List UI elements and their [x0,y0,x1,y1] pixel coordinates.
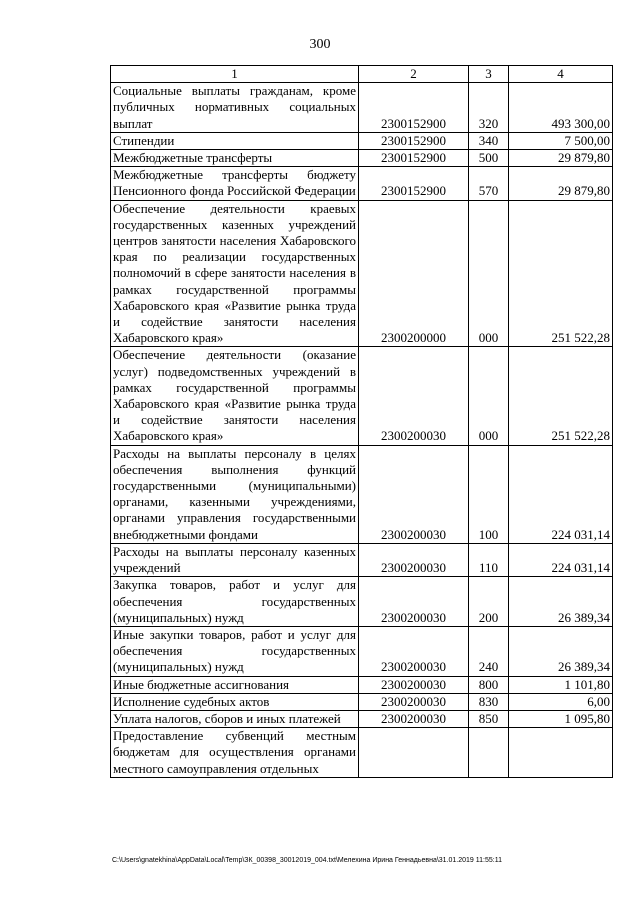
table-row [111,132,613,149]
row-amount: 493 300,00 [509,83,613,133]
row-type: 200 [469,577,509,627]
row-amount: 6,00 [509,693,613,710]
row-amount: 1 095,80 [509,710,613,727]
header-col-3: 3 [469,66,509,83]
row-amount: 251 522,28 [509,200,613,347]
row-code: 2300200030 [359,347,469,445]
table-body [111,66,613,778]
row-name: Социальные выплаты гражданам, кроме публичных нормативных социальных выплат [111,83,359,133]
row-name: Закупка товаров, работ и услуг для обеспечения государственных (муниципальных) нужд [111,577,359,627]
row-type: 100 [469,445,509,543]
row-code [359,728,469,778]
footer-file-path: C:\Users\gnatekhina\AppData\Local\Temp\ЗК_00398_30012019_004.txt\Мелехина Ирина Геннадьевна\31.01.2019 11:55:11 [112,857,502,864]
row-name: Исполнение судебных актов [111,693,359,710]
row-type: 240 [469,626,509,676]
table-row [111,543,613,576]
page-number: 300 [309,37,331,52]
row-amount: 224 031,14 [509,445,613,543]
row-name: Обеспечение деятельности (оказание услуг) подведомственных учреждений в рамках государственной программы Хабаровского края «Развитие рынка труда и содействие занятости населения Хабаровского края» [111,347,359,445]
row-name: Расходы на выплаты персоналу казенных учреждений [111,543,359,576]
table-row [111,728,613,778]
row-amount: 26 389,34 [509,577,613,627]
table-row [111,445,613,543]
row-code: 2300152900 [359,167,469,200]
row-code: 2300152900 [359,132,469,149]
row-type: 000 [469,200,509,347]
row-name: Предоставление субвенций местным бюджетам для осуществления органами местного самоуправления отдельных [111,728,359,778]
row-code: 2300200030 [359,626,469,676]
row-type: 800 [469,676,509,693]
row-code: 2300200030 [359,693,469,710]
row-name: Стипендии [111,132,359,149]
table-row [111,200,613,347]
row-type: 000 [469,347,509,445]
row-type: 340 [469,132,509,149]
row-type: 500 [469,150,509,167]
row-code: 2300200030 [359,676,469,693]
row-type: 570 [469,167,509,200]
row-amount: 251 522,28 [509,347,613,445]
row-type: 320 [469,83,509,133]
row-code: 2300200000 [359,200,469,347]
row-type: 110 [469,543,509,576]
table-row [111,626,613,676]
row-code: 2300200030 [359,577,469,627]
row-amount: 224 031,14 [509,543,613,576]
row-name: Уплата налогов, сборов и иных платежей [111,710,359,727]
row-amount [509,728,613,778]
row-name: Межбюджетные трансферты бюджету Пенсионного фонда Российской Федерации [111,167,359,200]
budget-table [110,65,613,778]
header-col-1: 1 [111,66,359,83]
table-row [111,347,613,445]
row-amount: 1 101,80 [509,676,613,693]
row-amount: 29 879,80 [509,150,613,167]
row-type [469,728,509,778]
row-name: Межбюджетные трансферты [111,150,359,167]
table-row [111,167,613,200]
row-name: Расходы на выплаты персоналу в целях обеспечения выполнения функций государственными (муниципальными) органами, казенными учреждениями, органами управления государственными внебюджетными фондами [111,445,359,543]
row-name: Иные закупки товаров, работ и услуг для обеспечения государственных (муниципальных) нужд [111,626,359,676]
row-amount: 7 500,00 [509,132,613,149]
header-col-2: 2 [359,66,469,83]
header-col-4: 4 [509,66,613,83]
row-name: Обеспечение деятельности краевых государственных казенных учреждений центров занятости населения Хабаровского края по реализации государственных полномочий в сфере занятости населения в рамках государственной программы Хабаровского края «Развитие рынка труда и содействие занятости населения Хабаровского края» [111,200,359,347]
table-row [111,577,613,627]
table-row [111,83,613,133]
row-amount: 26 389,34 [509,626,613,676]
row-name: Иные бюджетные ассигнования [111,676,359,693]
row-code: 2300200030 [359,445,469,543]
table-row [111,710,613,727]
table-row [111,693,613,710]
table-header-row [111,66,613,83]
table-row [111,676,613,693]
table-row [111,150,613,167]
row-code: 2300200030 [359,543,469,576]
row-code: 2300200030 [359,710,469,727]
row-code: 2300152900 [359,83,469,133]
row-amount: 29 879,80 [509,167,613,200]
row-type: 850 [469,710,509,727]
row-type: 830 [469,693,509,710]
row-code: 2300152900 [359,150,469,167]
